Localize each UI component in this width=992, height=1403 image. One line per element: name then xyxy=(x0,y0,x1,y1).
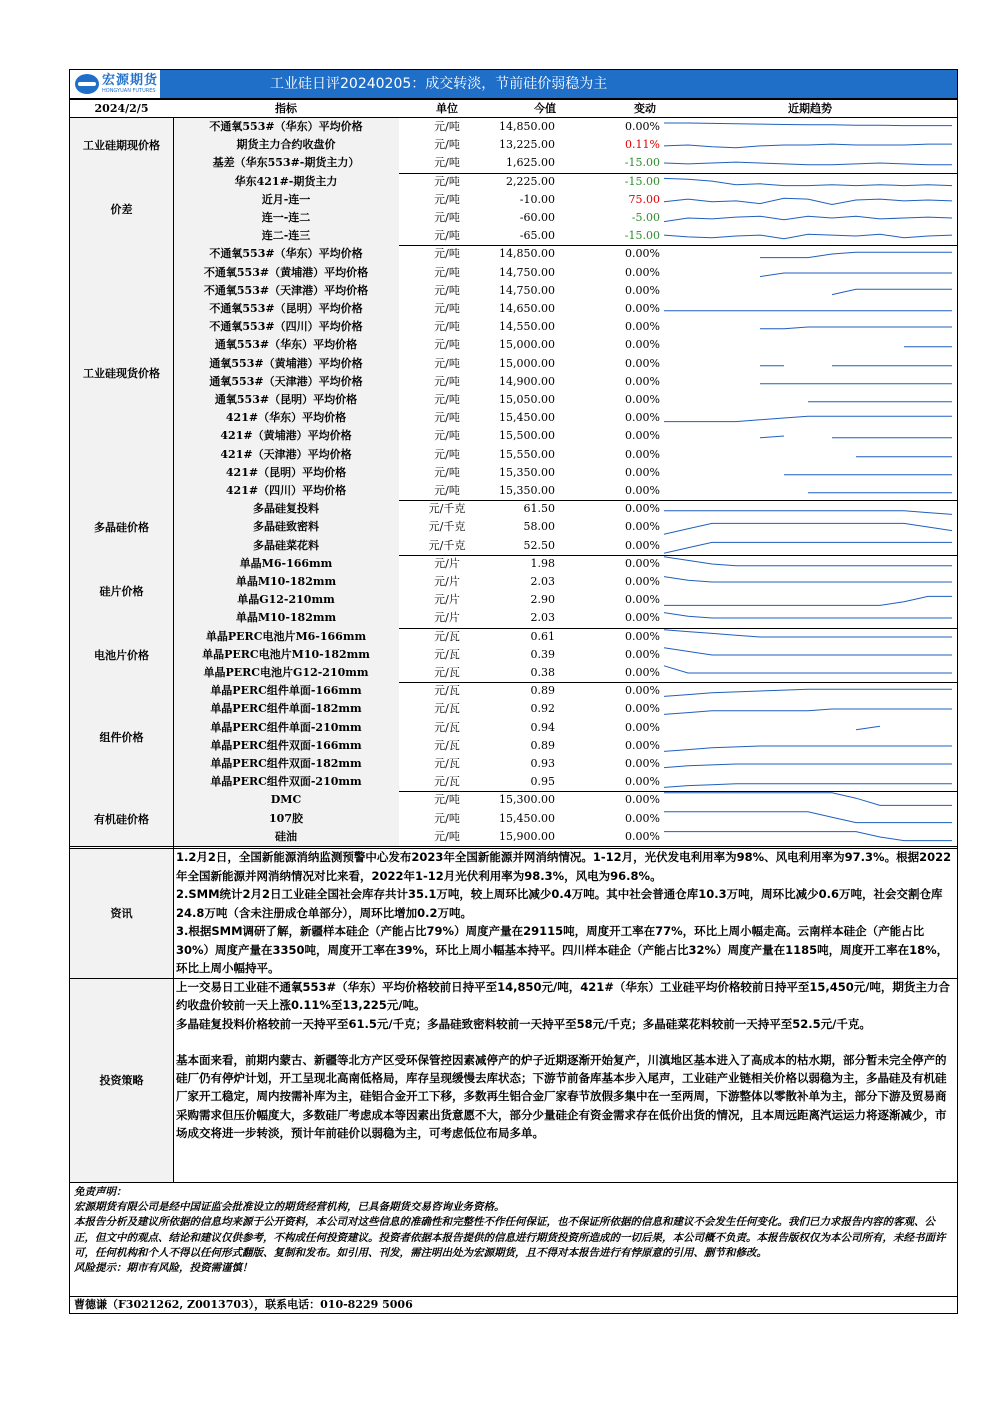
value-cell: 0.93 xyxy=(530,757,555,770)
sparkline xyxy=(664,318,952,336)
unit-cell: 元/吨 xyxy=(434,320,460,334)
unit-cell: 元/片 xyxy=(434,611,460,625)
news-paragraph: 2.SMM统计2月2日工业硅全国社会库存共计35.1万吨，较上周环比减少0.4万吨。其中社会普通仓库10.3万吨，周环比减少0.6万吨，社会交割仓库24.8万吨（含未注册成仓单部分），周环比增加0.2万吨。 xyxy=(176,887,943,920)
value-cell: 0.94 xyxy=(530,720,555,734)
sparkline-series xyxy=(664,709,952,714)
unit-cell: 元/吨 xyxy=(434,374,460,388)
unit-cell: 元/瓦 xyxy=(434,738,460,752)
change-cell: 0.00% xyxy=(625,720,660,734)
change-cell: -15.00 xyxy=(624,229,660,243)
section-divider xyxy=(70,846,957,847)
report-header xyxy=(69,69,958,99)
logo-text: 宏源期货 xyxy=(102,73,159,88)
sparkline-series xyxy=(664,577,952,582)
news-paragraph: 3.根据SMM调研了解，新疆样本硅企（产能占比79%）周度产量在29115吨，周度开工率在77%，环比上周小幅走高。云南样本硅企（产能占比30%）周度产量在3350吨，周度开工率在39%，环比上周小幅基本持平。四川样本硅企（产能占比32%）周度产量在1185吨，周度开工率在18%，环比上周小幅持平。 xyxy=(176,924,949,975)
change-cell: 0.00% xyxy=(625,629,660,643)
sparkline xyxy=(664,154,952,172)
sparkline xyxy=(664,427,952,445)
unit-cell: 元/千克 xyxy=(428,538,466,552)
indicator-name: 基差（华东553#-期货主力） xyxy=(212,156,360,170)
column-unit: 单位 xyxy=(436,102,458,115)
sparkline xyxy=(664,464,952,482)
change-cell: 0.00% xyxy=(625,684,660,698)
divider xyxy=(70,1182,957,1183)
value-cell: 15,000.00 xyxy=(499,338,555,352)
change-cell: 0.00% xyxy=(625,283,660,297)
value-cell: 15,000.00 xyxy=(499,356,555,370)
sparkline-series xyxy=(664,416,952,421)
unit-cell: 元/吨 xyxy=(434,811,460,825)
sparkline-series xyxy=(856,726,880,730)
value-cell: 13,225.00 xyxy=(499,138,555,152)
sparkline-series xyxy=(664,524,952,535)
sparkline-series xyxy=(664,784,952,788)
disclaimer-heading: 免责声明： xyxy=(74,1186,127,1198)
unit-cell: 元/片 xyxy=(434,575,460,588)
sparkline xyxy=(664,209,952,227)
unit-cell: 元/瓦 xyxy=(434,684,460,698)
change-cell: 0.00% xyxy=(625,520,660,534)
sparkline xyxy=(664,391,952,409)
sparkline-series xyxy=(664,198,952,204)
indicator-name: 多晶硅菜花料 xyxy=(253,538,319,552)
indicator-name: 不通氧553#（华东）平均价格 xyxy=(209,120,363,133)
change-cell: 0.00% xyxy=(625,338,660,352)
unit-cell: 元/吨 xyxy=(434,174,460,188)
change-cell: 0.00% xyxy=(625,775,660,789)
strategy-label: 投资策略 xyxy=(70,978,173,1182)
sparkline-series xyxy=(760,327,952,329)
category-label: 多晶硅价格 xyxy=(70,500,173,555)
sparkline xyxy=(664,555,952,573)
divider xyxy=(70,978,957,979)
unit-cell: 元/吨 xyxy=(434,447,460,461)
news-label: 资讯 xyxy=(70,848,173,978)
sparkline xyxy=(664,355,952,373)
sparkline xyxy=(664,719,952,737)
analyst-contact: 曹德谦（F3021262, Z0013703），联系电话：010-8229 5006 xyxy=(74,1298,413,1311)
unit-cell: 元/瓦 xyxy=(434,775,460,789)
value-cell: 0.95 xyxy=(530,775,555,789)
divider xyxy=(173,117,174,1182)
column-change: 变动 xyxy=(634,102,656,115)
logo-icon xyxy=(75,74,99,94)
value-cell: -60.00 xyxy=(519,211,555,224)
indicator-name: 近月-连一 xyxy=(261,192,311,206)
sparkline-series xyxy=(664,689,952,696)
sparkline xyxy=(664,300,952,318)
sparkline-series xyxy=(664,542,952,553)
sparkline-series xyxy=(664,216,952,221)
sparkline-series xyxy=(760,436,784,438)
value-cell: 0.92 xyxy=(530,702,555,716)
indicator-name: 单晶PERC电池片M10-182mm xyxy=(202,647,370,661)
unit-cell: 元/吨 xyxy=(434,120,460,133)
sparkline xyxy=(664,791,952,809)
indicator-name: 多晶硅复投料 xyxy=(253,502,319,516)
indicator-name: 通氧553#（黄埔港）平均价格 xyxy=(209,356,363,370)
change-cell: 0.00% xyxy=(625,120,660,133)
value-cell: 15,900.00 xyxy=(499,829,555,843)
change-cell: 0.00% xyxy=(625,411,660,425)
sparkline xyxy=(664,446,952,464)
sparkline xyxy=(664,810,952,828)
value-cell: 2.03 xyxy=(530,611,555,625)
change-cell: 0.00% xyxy=(625,738,660,752)
category-label: 工业硅现货价格 xyxy=(70,245,173,500)
indicator-name: 单晶PERC组件单面-210mm xyxy=(210,720,362,734)
change-cell: 0.00% xyxy=(625,447,660,461)
disclaimer-line: 宏源期货有限公司是经中国证监会批准设立的期货经营机构，已具备期货交易咨询业务资格。 xyxy=(74,1201,505,1214)
divider xyxy=(70,848,957,849)
value-cell: 1.98 xyxy=(530,556,555,570)
change-cell: -5.00 xyxy=(631,211,660,224)
indicator-name: 通氧553#（昆明）平均价格 xyxy=(214,393,358,406)
category-label: 工业硅期现价格 xyxy=(70,118,173,173)
logo-english: HONGYUAN FUTURES xyxy=(102,88,156,94)
value-cell: 0.89 xyxy=(530,684,555,698)
sparkline-series xyxy=(664,144,952,148)
unit-cell: 元/瓦 xyxy=(434,647,460,661)
value-cell: 15,450.00 xyxy=(499,411,555,425)
sparkline xyxy=(664,609,952,627)
sparkline-series xyxy=(664,123,952,126)
sparkline-series xyxy=(664,613,952,618)
sparkline xyxy=(664,336,952,354)
indicator-name: 单晶PERC电池片G12-210mm xyxy=(203,666,369,679)
indicator-name: 单晶M10-182mm xyxy=(235,611,337,625)
unit-cell: 元/吨 xyxy=(434,411,460,425)
change-cell: 0.00% xyxy=(625,793,660,807)
value-cell: -10.00 xyxy=(519,192,555,206)
value-cell: 15,350.00 xyxy=(499,484,555,497)
value-cell: 2,225.00 xyxy=(506,174,555,188)
unit-cell: 元/吨 xyxy=(434,429,460,443)
change-cell: 0.00% xyxy=(625,429,660,443)
indicator-name: 单晶PERC组件单面-166mm xyxy=(210,684,362,698)
change-cell: 0.00% xyxy=(625,502,660,516)
indicator-name: 不通氧553#（黄埔港）平均价格 xyxy=(203,265,369,279)
change-cell: -15.00 xyxy=(624,156,660,170)
indicator-name: 421#（华东）平均价格 xyxy=(225,411,347,425)
unit-cell: 元/吨 xyxy=(434,356,460,370)
category-label: 有机硅价格 xyxy=(70,791,173,846)
value-cell: 61.50 xyxy=(523,502,555,516)
unit-cell: 元/吨 xyxy=(434,393,460,406)
unit-cell: 元/千克 xyxy=(428,520,466,534)
strategy-section xyxy=(176,978,952,1182)
value-cell: 15,450.00 xyxy=(499,811,555,825)
sparkline xyxy=(664,628,952,646)
indicator-name: 硅油 xyxy=(275,829,297,843)
sparkline-series xyxy=(664,666,952,673)
sparkline xyxy=(664,773,952,791)
sparkline xyxy=(664,828,952,846)
sparkline xyxy=(664,646,952,664)
strategy-paragraph: 多晶硅复投料价格较前一天持平至61.5元/千克；多晶硅致密料较前一天持平至58元/千克；多晶硅菜花料较前一天持平至52.5元/千克。 xyxy=(176,1016,871,1031)
unit-cell: 元/吨 xyxy=(434,211,460,224)
indicator-name: 期货主力合约收盘价 xyxy=(236,138,336,152)
sparkline-series xyxy=(760,273,952,277)
change-cell: 0.00% xyxy=(625,538,660,552)
change-cell: 0.00% xyxy=(625,302,660,315)
sparkline-series xyxy=(664,178,952,185)
company-logo xyxy=(70,70,160,98)
unit-cell: 元/吨 xyxy=(434,829,460,843)
change-cell: 0.00% xyxy=(625,611,660,625)
news-section xyxy=(176,848,952,978)
value-cell: 58.00 xyxy=(523,520,555,534)
sparkline-series xyxy=(664,746,952,751)
indicator-name: 不通氧553#（华东）平均价格 xyxy=(209,247,363,261)
disclaimer xyxy=(74,1185,954,1276)
change-cell: 0.00% xyxy=(625,811,660,825)
sparkline-series xyxy=(664,793,952,806)
indicator-name: 421#（黄埔港）平均价格 xyxy=(220,429,352,443)
value-cell: 14,550.00 xyxy=(499,320,555,334)
unit-cell: 元/吨 xyxy=(434,192,460,206)
value-cell: 15,550.00 xyxy=(499,447,555,461)
indicator-name: 不通氧553#（昆明）平均价格 xyxy=(209,302,363,315)
unit-cell: 元/吨 xyxy=(434,793,460,807)
change-cell: 0.00% xyxy=(625,757,660,770)
sparkline xyxy=(664,500,952,518)
sparkline xyxy=(664,191,952,209)
sparkline xyxy=(664,664,952,682)
indicator-name: 单晶PERC组件双面-166mm xyxy=(210,738,362,752)
indicator-name: 不通氧553#（四川）平均价格 xyxy=(209,320,363,334)
column-today: 今值 xyxy=(534,102,556,115)
unit-cell: 元/吨 xyxy=(434,338,460,352)
sparkline xyxy=(664,136,952,154)
unit-cell: 元/片 xyxy=(434,593,460,607)
change-cell: 0.00% xyxy=(625,666,660,679)
strategy-paragraph: 基本面来看，前期内蒙古、新疆等北方产区受环保管控因素减停产的炉子近期逐渐开始复产，川滇地区基本进入了高成本的枯水期，部分暂未完全停产的硅厂仍有停炉计划，开工呈现北高南低格局，库存呈现缓慢去库状态；下游节前备库基本步入尾声，工业硅产业链相关价格以弱稳为主，多晶硅及有机硅厂家开工稳定，周内按需补库为主，硅铝合金开工下移，多数再生铝合金厂家春节放假多集中在一至两周，下游整体以零散补单为主，部分下游及贸易商采购需求但压价幅度大，多数硅厂考虑成本等因素出货意愿不大，部分少量硅企有资金需求存在低价出货的情况，且本周远距离汽运运力将逐渐减少，市场成交将进一步转淡，预计年前硅价以弱稳为主，可考虑低位布局多单。 xyxy=(176,1052,947,1141)
change-cell: 0.00% xyxy=(625,374,660,388)
change-cell: 0.00% xyxy=(625,593,660,607)
value-cell: 0.39 xyxy=(530,647,555,661)
value-cell: 14,850.00 xyxy=(499,247,555,261)
indicator-name: 107胶 xyxy=(269,811,303,825)
column-trend: 近期趋势 xyxy=(788,102,832,115)
value-cell: 15,500.00 xyxy=(499,429,555,443)
sparkline xyxy=(664,518,952,536)
sparkline xyxy=(664,700,952,718)
indicator-name: 单晶PERC组件双面-210mm xyxy=(210,775,362,789)
change-cell: 0.00% xyxy=(625,647,660,661)
value-cell: 0.38 xyxy=(530,666,555,679)
unit-cell: 元/瓦 xyxy=(434,702,460,716)
indicator-name: 单晶PERC电池片M6-166mm xyxy=(205,629,367,643)
strategy-paragraph xyxy=(176,1033,952,1051)
indicator-name: 421#（天津港）平均价格 xyxy=(220,447,352,461)
column-date: 2024/2/5 xyxy=(94,102,149,115)
unit-cell: 元/瓦 xyxy=(434,720,460,734)
divider xyxy=(70,117,957,118)
indicator-name: 单晶M6-166mm xyxy=(239,556,333,570)
sparkline xyxy=(664,682,952,700)
sparkline-series xyxy=(664,234,952,239)
value-cell: 2.03 xyxy=(530,575,555,588)
sparkline xyxy=(664,227,952,245)
unit-cell: 元/吨 xyxy=(434,465,460,479)
sparkline xyxy=(664,755,952,773)
value-cell: 15,350.00 xyxy=(499,465,555,479)
value-cell: 15,300.00 xyxy=(499,793,555,807)
value-cell: 1,625.00 xyxy=(506,156,555,170)
sparkline-series xyxy=(664,811,952,822)
change-cell: 0.00% xyxy=(625,356,660,370)
change-cell: 0.00% xyxy=(625,556,660,570)
indicator-name: 华东421#-期货主力 xyxy=(234,174,338,188)
change-cell: 0.00% xyxy=(625,702,660,716)
unit-cell: 元/千克 xyxy=(428,502,466,516)
change-cell: 0.11% xyxy=(625,138,660,152)
unit-cell: 元/吨 xyxy=(434,229,460,243)
sparkline-series xyxy=(664,557,952,566)
sparkline xyxy=(664,591,952,609)
change-cell: 0.00% xyxy=(625,484,660,497)
divider xyxy=(70,99,957,100)
indicator-name: 连二-连三 xyxy=(261,229,311,243)
value-cell: 14,750.00 xyxy=(499,265,555,279)
change-cell: 0.00% xyxy=(625,265,660,279)
indicator-name: 不通氧553#（天津港）平均价格 xyxy=(203,283,369,297)
indicator-name: DMC xyxy=(270,793,302,807)
sparkline-series xyxy=(664,831,952,840)
unit-cell: 元/吨 xyxy=(434,138,460,152)
value-cell: 15,050.00 xyxy=(499,393,555,406)
value-cell: 14,750.00 xyxy=(499,283,555,297)
report-title: 工业硅日评20240205：成交转淡，节前硅价弱稳为主 xyxy=(270,76,608,92)
sparkline-series xyxy=(664,162,952,165)
sparkline xyxy=(664,409,952,427)
indicator-name: 连一-连二 xyxy=(261,211,311,224)
indicator-name: 通氧553#（华东）平均价格 xyxy=(214,338,358,352)
value-cell: 0.89 xyxy=(530,738,555,752)
sparkline-series xyxy=(664,629,952,636)
change-cell: 75.00 xyxy=(628,192,660,206)
value-cell: 14,850.00 xyxy=(499,120,555,133)
sparkline-series xyxy=(760,253,952,258)
sparkline xyxy=(664,482,952,500)
unit-cell: 元/瓦 xyxy=(434,629,460,643)
value-cell: 2.90 xyxy=(530,593,555,607)
unit-cell: 元/吨 xyxy=(434,302,460,315)
change-cell: -15.00 xyxy=(624,174,660,188)
sparkline xyxy=(664,245,952,263)
unit-cell: 元/吨 xyxy=(434,265,460,279)
indicator-name: 单晶G12-210mm xyxy=(237,593,335,607)
unit-cell: 元/吨 xyxy=(434,283,460,297)
value-cell: -65.00 xyxy=(519,229,555,243)
indicator-name: 单晶PERC组件双面-182mm xyxy=(210,757,362,770)
value-cell: 52.50 xyxy=(523,538,555,552)
change-cell: 0.00% xyxy=(625,465,660,479)
change-cell: 0.00% xyxy=(625,247,660,261)
unit-cell: 元/吨 xyxy=(434,484,460,497)
risk-warning: 风险提示：期市有风险，投资需谨慎！ xyxy=(74,1262,253,1275)
sparkline xyxy=(664,118,952,136)
news-paragraph: 1.2月2日，全国新能源消纳监测预警中心发布2023年全国新能源并网消纳情况。1-12月，光伏发电利用率为98%、风电利用率为97.3%。根据2022年全国新能源并网消纳情况对比来看，2022年1-12月光伏利用率为98.3%，风电为96.8%。 xyxy=(176,850,952,883)
sparkline xyxy=(664,264,952,282)
sparkline xyxy=(664,373,952,391)
category-label: 电池片价格 xyxy=(70,628,173,683)
unit-cell: 元/瓦 xyxy=(434,666,460,679)
indicator-name: 单晶PERC组件单面-182mm xyxy=(210,702,362,716)
sparkline xyxy=(664,173,952,191)
unit-cell: 元/吨 xyxy=(434,156,460,170)
sparkline xyxy=(664,282,952,300)
value-cell: 0.61 xyxy=(530,629,555,643)
category-label: 价差 xyxy=(70,173,173,246)
sparkline xyxy=(664,573,952,591)
change-cell: 0.00% xyxy=(625,320,660,334)
sparkline-series xyxy=(664,764,952,768)
sparkline-series xyxy=(832,289,952,294)
change-cell: 0.00% xyxy=(625,829,660,843)
category-label: 硅片价格 xyxy=(70,555,173,628)
indicator-name: 多晶硅致密料 xyxy=(253,520,319,534)
sparkline xyxy=(664,537,952,555)
indicator-name: 421#（昆明）平均价格 xyxy=(225,465,347,479)
value-cell: 14,900.00 xyxy=(499,374,555,388)
category-label: 组件价格 xyxy=(70,682,173,791)
unit-cell: 元/瓦 xyxy=(434,757,460,770)
indicator-name: 421#（四川）平均价格 xyxy=(225,484,347,497)
value-cell: 14,650.00 xyxy=(499,302,555,315)
unit-cell: 元/吨 xyxy=(434,247,460,261)
strategy-paragraph: 上一交易日工业硅不通氧553#（华东）平均价格较前日持平至14,850元/吨，421#（华东）工业硅平均价格较前日持平至15,450元/吨，期货主力合约收盘价较前一天上涨0.11%至13,225元/吨。 xyxy=(176,980,950,1013)
unit-cell: 元/片 xyxy=(434,556,460,570)
column-indicator: 指标 xyxy=(275,102,297,115)
sparkline-series xyxy=(664,597,952,606)
sparkline xyxy=(664,737,952,755)
indicator-name: 通氧553#（天津港）平均价格 xyxy=(209,374,363,388)
sparkline-series xyxy=(664,648,952,655)
sparkline-series xyxy=(664,511,952,515)
divider xyxy=(70,1296,957,1297)
indicator-name: 单晶M10-182mm xyxy=(235,575,337,588)
disclaimer-line: 本报告分析及建议所依据的信息均来源于公开资料，本公司对这些信息的准确性和完整性不作任何保证，也不保证所依据的信息和建议不会发生任何变化。我们已力求报告内容的客观、公正，但文中的观点、结论和建议仅供参考，不构成任何投资建议。投资者依据本报告提供的信息进行期货投资所造成的一切后果，本公司概不负责。本报告版权仅为本公司所有，未经书面许可，任何机构和个人不得以任何形式翻版、复制和发布。如引用、刊发，需注明出处为宏源期货，且不得对本报告进行有悖原意的引用、删节和修改。 xyxy=(74,1216,946,1259)
change-cell: 0.00% xyxy=(625,393,660,406)
change-cell: 0.00% xyxy=(625,575,660,588)
